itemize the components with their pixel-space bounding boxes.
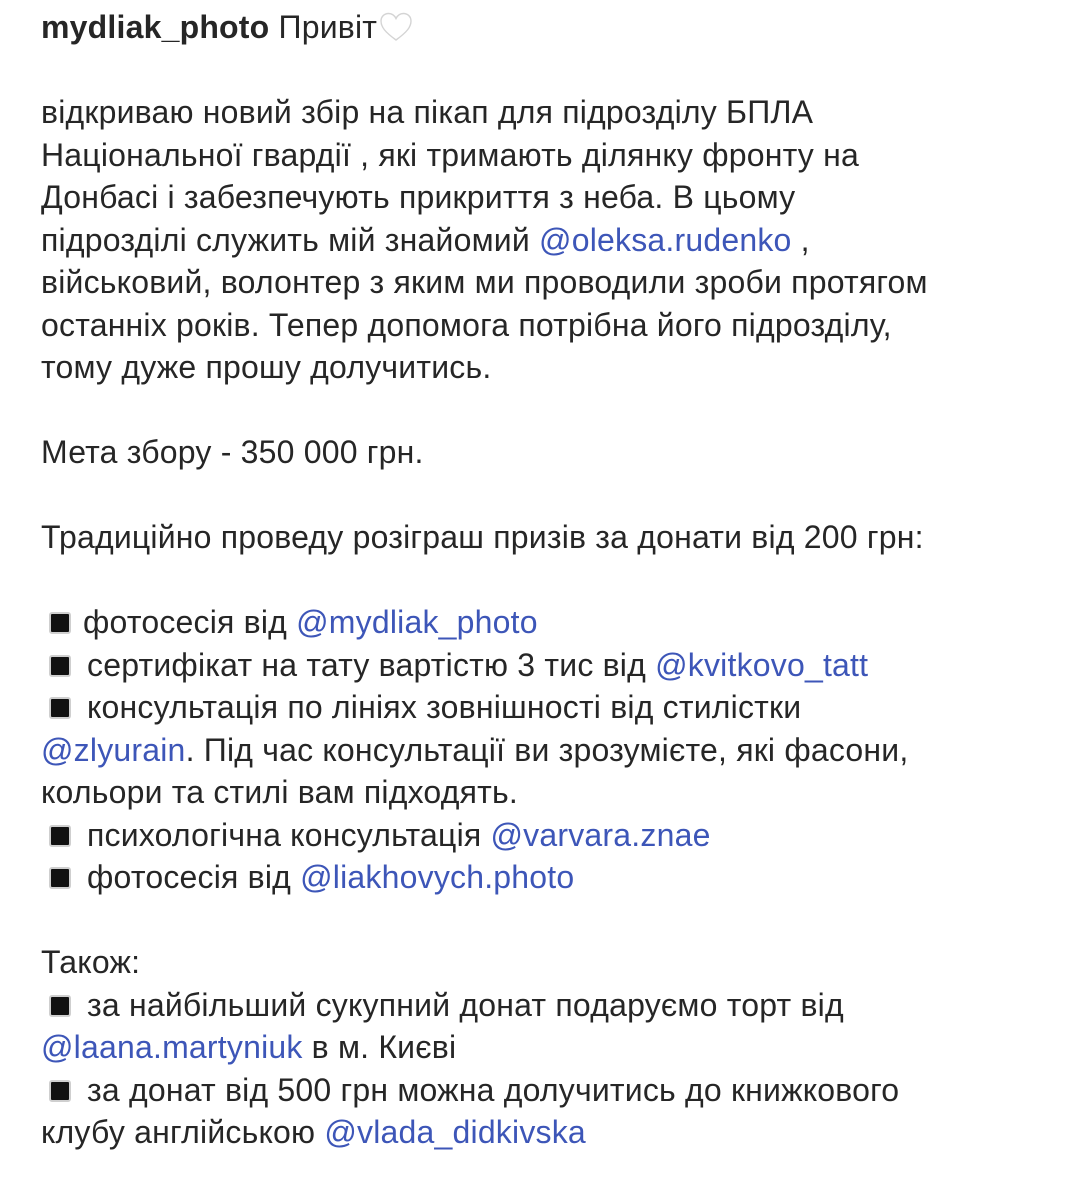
list-item-text: за найбільший сукупний донат подаруємо торт від bbox=[87, 986, 844, 1023]
username-link[interactable]: mydliak_photo bbox=[41, 9, 270, 45]
list-item bbox=[41, 601, 1062, 644]
intro-line: Національної гвардії , які тримають ділянку фронту на bbox=[41, 136, 859, 173]
list-item-text: в м. Києві bbox=[302, 1029, 457, 1065]
black-square-bullet-icon bbox=[49, 655, 71, 677]
list-item bbox=[41, 814, 1062, 857]
list-item-text: . Під час консультації ви зрозумієте, які фасони, bbox=[185, 731, 909, 768]
intro-line: підрозділі служить мій знайомий bbox=[41, 221, 540, 258]
mention-link[interactable]: @varvara.znae bbox=[490, 816, 711, 853]
prize-list bbox=[41, 601, 1062, 899]
caption-header bbox=[41, 6, 1062, 49]
black-square-bullet-icon bbox=[49, 825, 71, 847]
list-item-text: клубу англійською bbox=[41, 1114, 325, 1150]
greeting-text: Привіт bbox=[278, 9, 378, 45]
intro-line: останніх років. Тепер допомога потрібна його підрозділу, bbox=[41, 306, 892, 343]
list-item-text: сертифікат на тату вартістю 3 тис від bbox=[87, 646, 656, 683]
list-item bbox=[41, 686, 1062, 814]
list-item-text: фотосесія від bbox=[83, 604, 297, 640]
list-item-text: кольори та стилі вам підходять. bbox=[41, 774, 518, 810]
mention-link[interactable]: @oleksa.rudenko bbox=[539, 221, 792, 258]
black-square-bullet-icon bbox=[49, 697, 71, 719]
raffle-intro-text: Традиційно проведу розіграш призів за донати від 200 грн: bbox=[41, 519, 924, 555]
list-item-text: консультація по лініях зовнішності від стилістки bbox=[87, 689, 802, 725]
intro-line: відкриваю новий збір на пікап для підрозділу БПЛА bbox=[41, 94, 814, 130]
black-square-bullet-icon bbox=[49, 995, 71, 1017]
list-item-text: фотосесія від bbox=[87, 859, 301, 895]
mention-link[interactable]: @liakhovych.photo bbox=[300, 859, 575, 895]
intro-line: тому дуже прошу долучитись. bbox=[41, 349, 492, 385]
white-heart-icon bbox=[379, 12, 413, 42]
mention-link[interactable]: @laana.martyniuk bbox=[41, 1029, 303, 1065]
mention-link[interactable]: @kvitkovo_tatt bbox=[655, 646, 869, 683]
intro-line: військовий, волонтер з яким ми проводили зроби протягом bbox=[41, 264, 928, 300]
intro-line: Донбасі і забезпечують прикриття з неба. В цьому bbox=[41, 179, 796, 215]
black-square-bullet-icon bbox=[49, 612, 71, 634]
mention-link[interactable]: @vlada_didkivska bbox=[324, 1114, 586, 1150]
list-item-text: психологічна консультація bbox=[87, 816, 491, 853]
mention-link[interactable]: @zlyurain bbox=[41, 731, 186, 768]
black-square-bullet-icon bbox=[49, 1080, 71, 1102]
also-title: Також: bbox=[41, 944, 141, 980]
list-item bbox=[41, 984, 1062, 1069]
mention-link[interactable]: @mydliak_photo bbox=[296, 604, 538, 640]
list-item bbox=[41, 1069, 1062, 1154]
list-item bbox=[41, 856, 1062, 899]
list-item-text: за донат від 500 грн можна долучитись до книжкового bbox=[87, 1071, 900, 1108]
list-item bbox=[41, 644, 1062, 687]
goal-text: Мета збору - 350 000 грн. bbox=[41, 434, 424, 470]
black-square-bullet-icon bbox=[49, 867, 71, 889]
intro-line: , bbox=[791, 221, 810, 258]
intro-paragraph bbox=[41, 91, 1062, 389]
